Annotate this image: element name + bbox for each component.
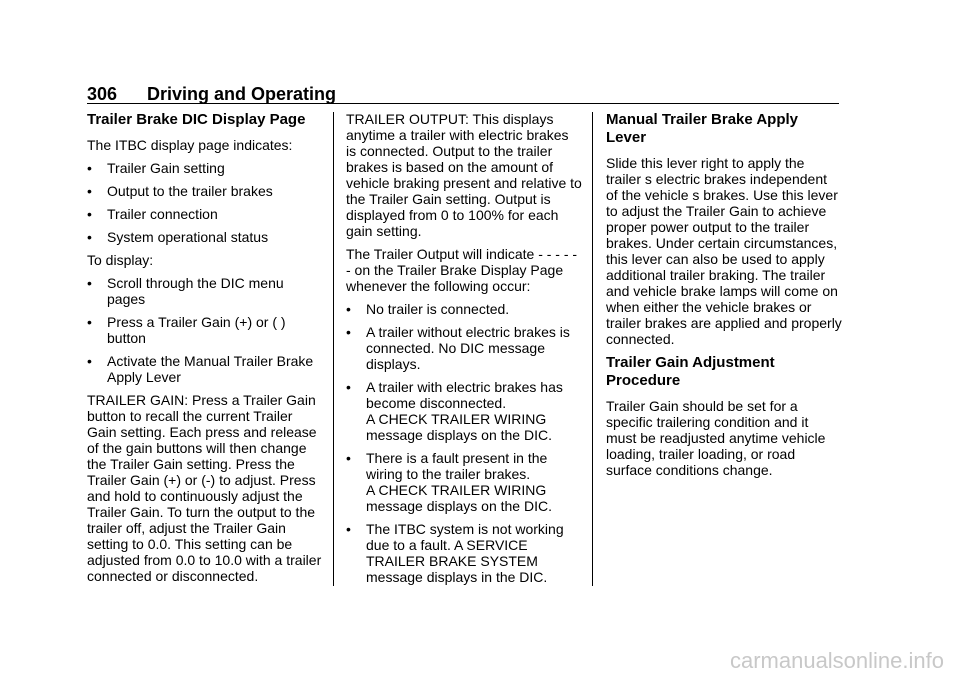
list-item	[87, 160, 325, 176]
list-item	[87, 275, 325, 307]
column-left	[87, 111, 325, 591]
conditions-list	[346, 301, 582, 585]
list-item-text: System operational status	[107, 229, 269, 245]
bullet-icon: •	[346, 521, 351, 537]
indicates-list	[87, 160, 325, 245]
list-item	[346, 521, 582, 585]
bullet-icon: •	[346, 450, 351, 466]
bullet-icon: •	[346, 324, 351, 340]
bullet-icon: •	[87, 275, 92, 291]
bullet-icon: •	[87, 160, 92, 176]
list-item-text: Output to the trailer brakes	[107, 183, 273, 199]
list-item	[87, 183, 325, 199]
intro-text: The ITBC display page indicates:	[87, 137, 293, 153]
trailer-gain-paragraph: TRAILER GAIN: Press a Trailer Gain button to recall the current Trailer Gain setting. Each press and release of the gain buttons will then change the Trailer Gain setting. Press the Trailer Gain (+) or (-) to adjust. Press and hold to continuously adjust the Trailer Gain. To turn the output to the trailer off, adjust the Trailer Gain setting to 0.0. This setting can be adjusted from 0.0 to 10.0 with a trailer connected or disconnected.	[87, 392, 322, 584]
bullet-icon: •	[87, 314, 92, 330]
list-item-text: Scroll through the DIC menu pages	[107, 275, 284, 307]
list-item	[87, 229, 325, 245]
list-item-text: Activate the Manual Trailer Brake Apply Lever	[107, 353, 314, 385]
heading-trailer-brake-dic-display-page: Trailer Brake DIC Display Page	[87, 111, 306, 128]
condition-text: A trailer without electric brakes is connected. No DIC message displays.	[366, 324, 570, 372]
bullet-icon: •	[87, 206, 92, 222]
bullet-icon: •	[346, 379, 351, 395]
display-steps-list	[87, 275, 325, 385]
column-right	[606, 111, 842, 485]
list-item	[346, 379, 582, 443]
list-item-text: Trailer connection	[107, 206, 218, 222]
to-display-label: To display:	[87, 252, 154, 268]
condition-message: A CHECK TRAILER WIRING message displays on the DIC.	[366, 482, 552, 514]
bullet-icon: •	[87, 353, 92, 369]
lever-paragraph: Slide this lever right to apply the trailer s electric brakes independent of the vehicle s brakes. Use this lever to adjust the Trailer Gain to achieve proper power output to the trailer brakes. Under certain circumstances, this lever can also be used to apply additional trailer braking. The trailer and vehicle brake lamps will come on when either the vehicle brakes or trailer brakes are applied and properly connected.	[606, 155, 842, 347]
list-item-text: Trailer Gain setting	[107, 160, 225, 176]
list-item-text: Press a Trailer Gain (+) or ( ) button	[107, 314, 286, 346]
adjustment-paragraph: Trailer Gain should be set for a specific trailering condition and it must be readjusted anytime vehicle loading, trailer loading, or road surface conditions change.	[606, 398, 826, 478]
watermark-text: carmanualsonline.info	[729, 648, 944, 673]
list-item	[87, 314, 325, 346]
bullet-icon: •	[346, 301, 351, 317]
trailer-output-paragraph: TRAILER OUTPUT: This displays anytime a trailer with electric brakes is connected. Output to the trailer brakes is based on the amount of vehicle braking present and relative to the Trailer Gain setting. Output is displayed from 0 to 100% for each gain setting.	[346, 111, 582, 239]
column-divider-right	[592, 112, 593, 586]
bullet-icon: •	[87, 183, 92, 199]
header-rule	[87, 103, 839, 104]
bullet-icon: •	[87, 229, 92, 245]
condition-text: There is a fault present in the wiring to the trailer brakes.	[366, 450, 548, 482]
list-item	[346, 450, 582, 514]
condition-text: The ITBC system is not working due to a fault. A SERVICE TRAILER BRAKE SYSTEM message displays in the DIC.	[366, 521, 564, 585]
column-middle	[346, 111, 582, 592]
heading-trailer-gain-adjustment-procedure: Trailer Gain Adjustment Procedure	[606, 354, 775, 389]
page-number: 306	[87, 84, 118, 104]
list-item	[87, 353, 325, 385]
indicate-paragraph: The Trailer Output will indicate - - - - - - on the Trailer Brake Display Page whenever the following occur:	[346, 246, 578, 294]
list-item	[346, 324, 582, 372]
list-item	[346, 301, 582, 317]
condition-text: No trailer is connected.	[366, 301, 510, 317]
condition-text: A trailer with electric brakes has become disconnected.	[366, 379, 563, 411]
list-item	[87, 206, 325, 222]
column-divider-left	[333, 112, 334, 586]
heading-manual-trailer-brake-apply-lever: Manual Trailer Brake Apply Lever	[606, 111, 799, 146]
section-title: Driving and Operating	[147, 84, 337, 104]
condition-message: A CHECK TRAILER WIRING message displays on the DIC.	[366, 411, 552, 443]
